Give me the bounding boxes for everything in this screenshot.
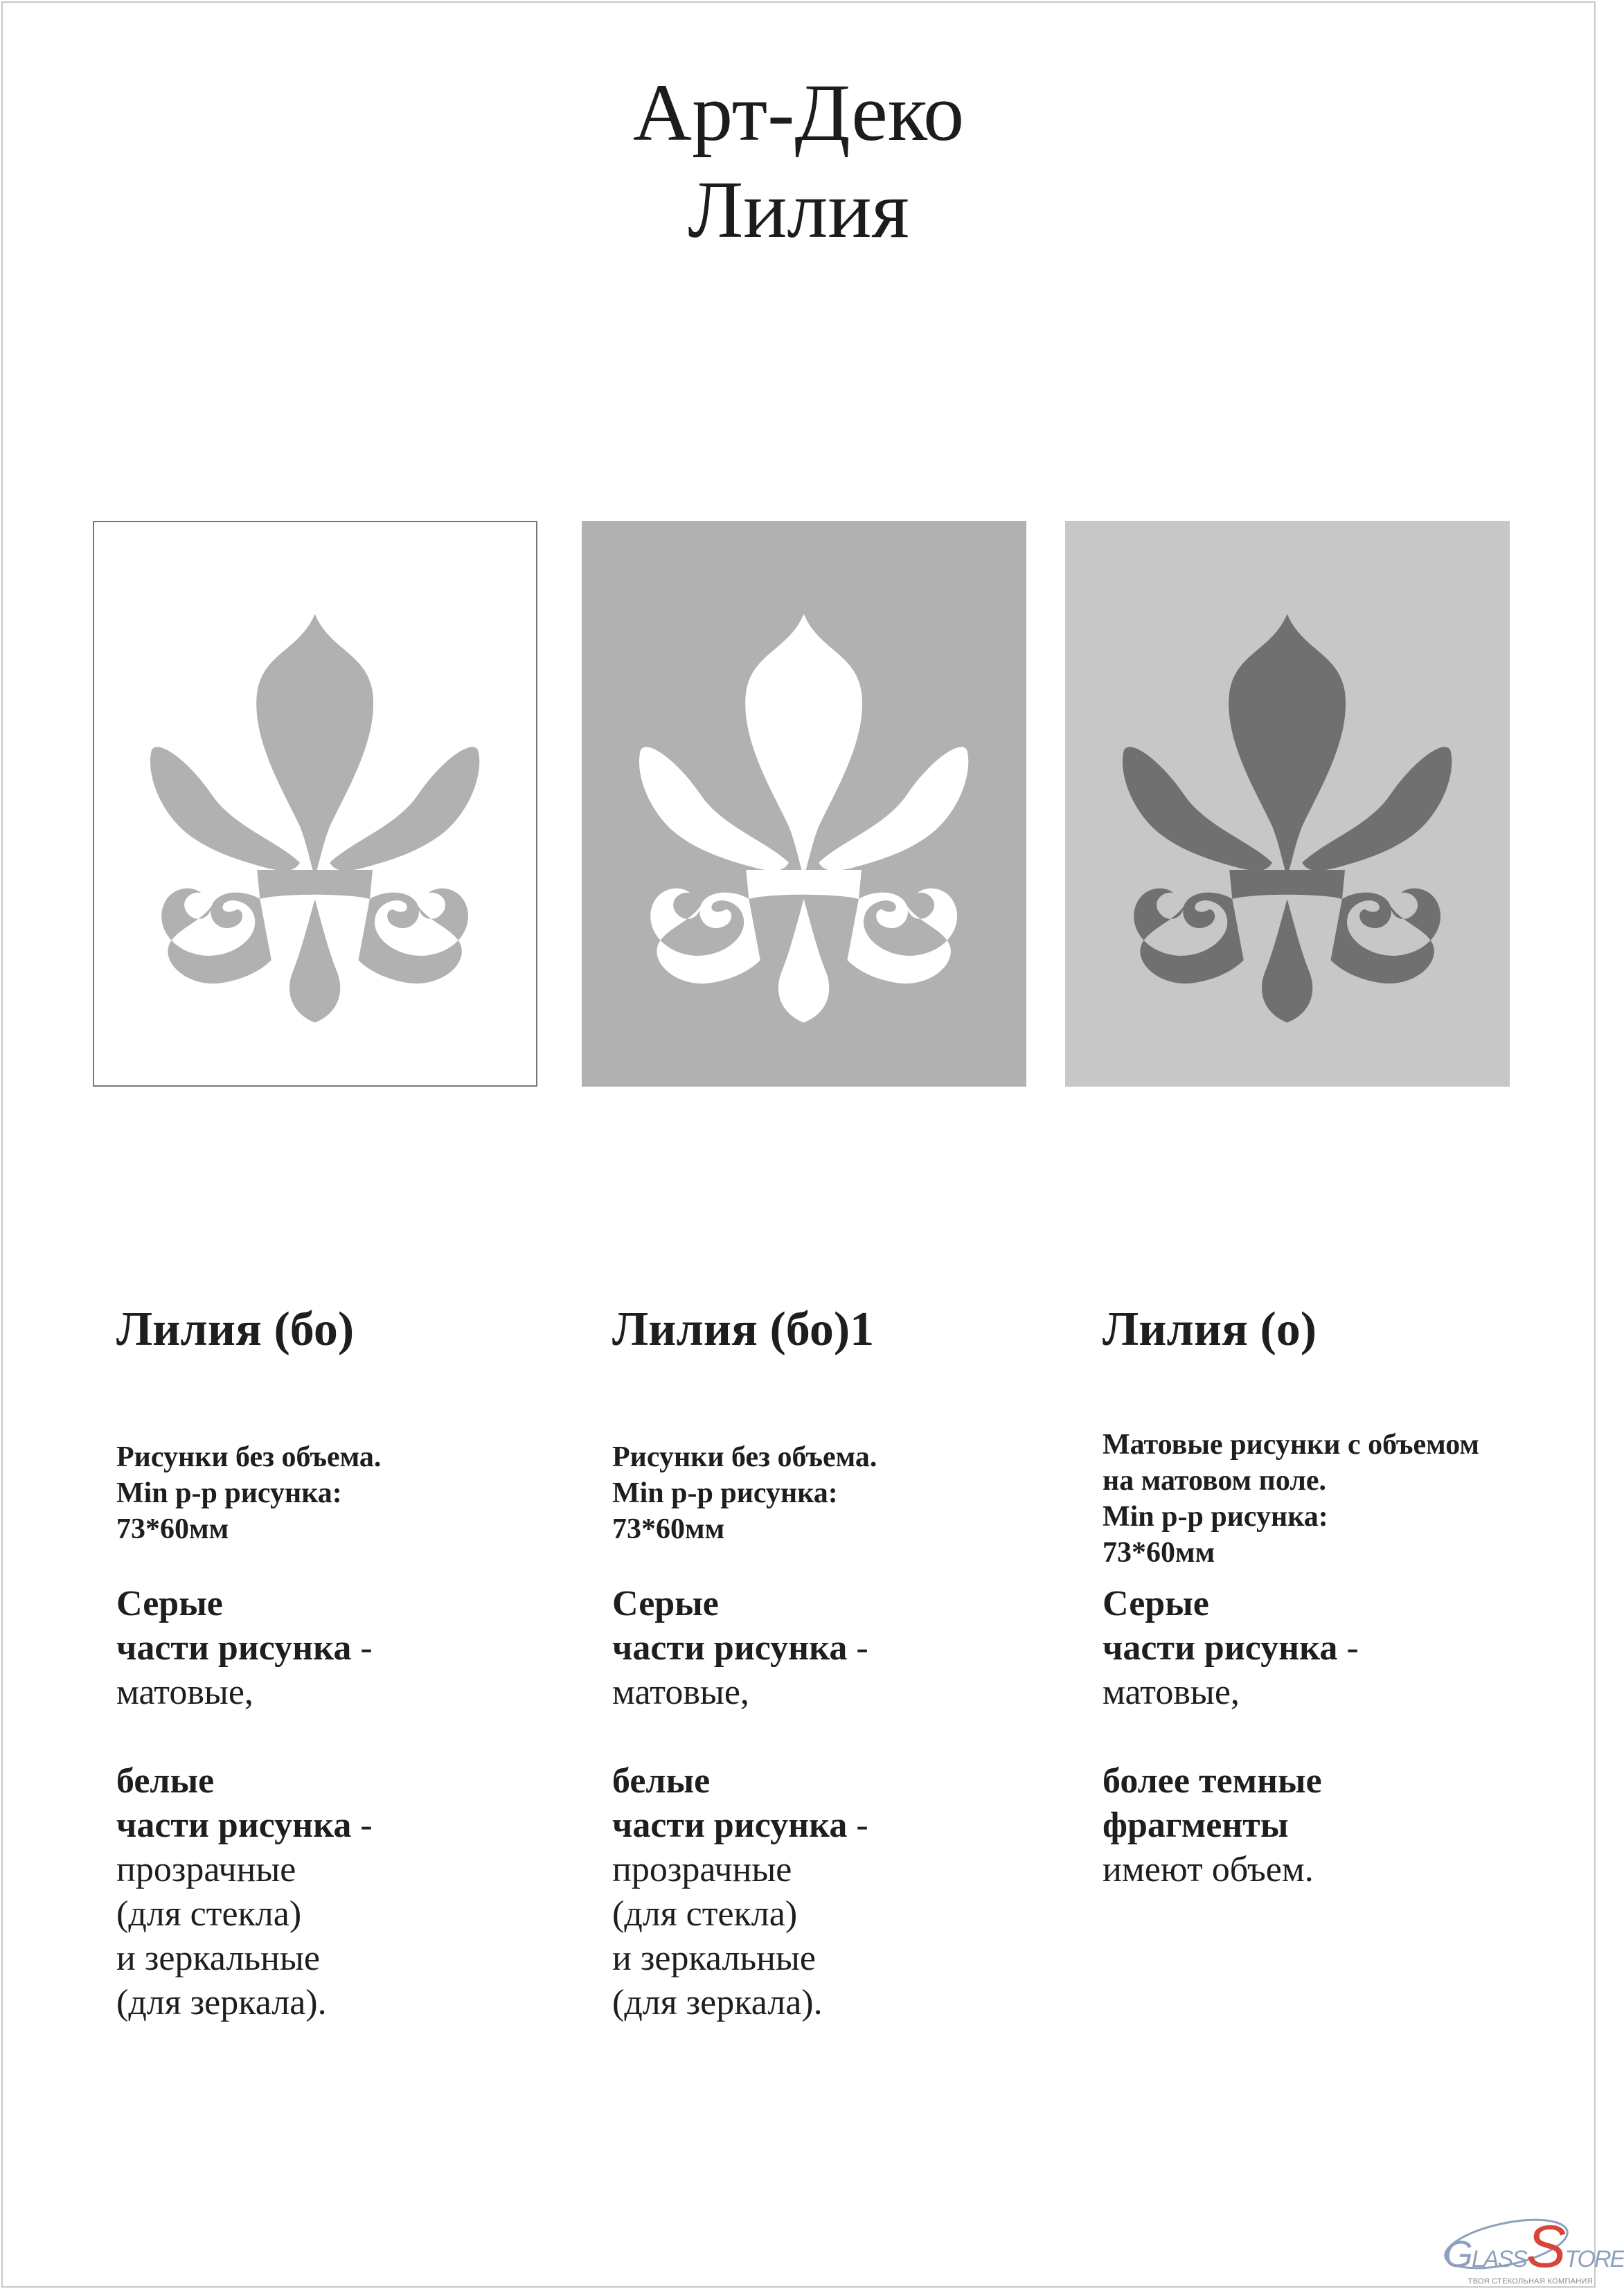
body-bold: части рисунка (612, 1628, 848, 1668)
body-bold: Серые (116, 1584, 223, 1623)
description-column-1 (116, 1302, 573, 2025)
logo-tagline: ТВОЯ СТЕКОЛЬНАЯ КОМПАНИЯ (1467, 2277, 1593, 2286)
logo-wordmark (1444, 2213, 1624, 2281)
body-line: матовые, (612, 1673, 749, 1712)
page-title: Арт-Деко (632, 67, 965, 158)
body-bold: части рисунка (612, 1806, 848, 1845)
body-bold: части рисунка (116, 1628, 352, 1668)
body-line: (для стекла) (612, 1894, 798, 1934)
body-dash: - (1337, 1628, 1359, 1668)
body-line: (для зеркала). (612, 1983, 823, 2022)
lily-motif-2 (582, 521, 1026, 1087)
body-bold: фрагменты (1103, 1806, 1289, 1845)
body-line: прозрачные (116, 1850, 296, 1889)
variant-title: Лилия (бо)1 (612, 1303, 875, 1356)
body-line: прозрачные (612, 1850, 792, 1889)
body-line: (для стекла) (116, 1894, 302, 1934)
preview-panel-gray (582, 521, 1026, 1087)
description-column-3 (1103, 1302, 1560, 1892)
body-dash: - (351, 1806, 373, 1845)
desc-line: на матовом поле. (1103, 1465, 1327, 1497)
body-dash: - (847, 1628, 868, 1668)
body-line: и зеркальные (116, 1939, 320, 1978)
body-bold: части рисунка (1103, 1628, 1338, 1668)
desc-line: 73*60мм (612, 1513, 725, 1545)
body-line: матовые, (1103, 1673, 1240, 1712)
body-bold: Серые (1103, 1584, 1209, 1623)
page-subtitle: Лилия (688, 164, 909, 255)
desc-line: Рисунки без объема. (116, 1441, 382, 1473)
desc-line: Min р-р рисунка: (612, 1477, 838, 1509)
desc-line: Рисунки без объема. (612, 1441, 877, 1473)
body-bold: части рисунка (116, 1806, 352, 1845)
variant-title: Лилия (бо) (116, 1303, 355, 1356)
logo-text-tore: TORE (1564, 2246, 1624, 2272)
desc-line: Min р-р рисунка: (116, 1477, 342, 1509)
desc-line: 73*60мм (116, 1513, 229, 1545)
variant-title: Лилия (о) (1103, 1303, 1317, 1356)
body-dash: - (351, 1628, 373, 1668)
logo-letter-g: G (1444, 2234, 1472, 2275)
desc-line: Min р-р рисунка: (1103, 1501, 1328, 1533)
lily-motif-3 (1065, 521, 1510, 1087)
logo-letter-s: S (1526, 2214, 1565, 2280)
preview-panel-white (93, 521, 537, 1087)
body-bold: белые (116, 1761, 215, 1801)
body-line: (для зеркала). (116, 1983, 327, 2022)
lily-motif-1 (93, 521, 537, 1087)
desc-line: 73*60мм (1103, 1537, 1215, 1569)
body-line: и зеркальные (612, 1939, 816, 1978)
body-line: матовые, (116, 1673, 253, 1712)
body-bold: Серые (612, 1584, 719, 1623)
body-bold: белые (612, 1761, 711, 1801)
body-line: имеют объем. (1103, 1850, 1314, 1889)
desc-line: Матовые рисунки с объемом (1103, 1429, 1480, 1461)
body-dash: - (847, 1806, 868, 1845)
description-column-2 (612, 1302, 1069, 2025)
preview-panel-light-gray (1065, 521, 1510, 1087)
body-bold: более темные (1103, 1761, 1322, 1801)
logo-text-lass: LASS (1472, 2246, 1526, 2272)
